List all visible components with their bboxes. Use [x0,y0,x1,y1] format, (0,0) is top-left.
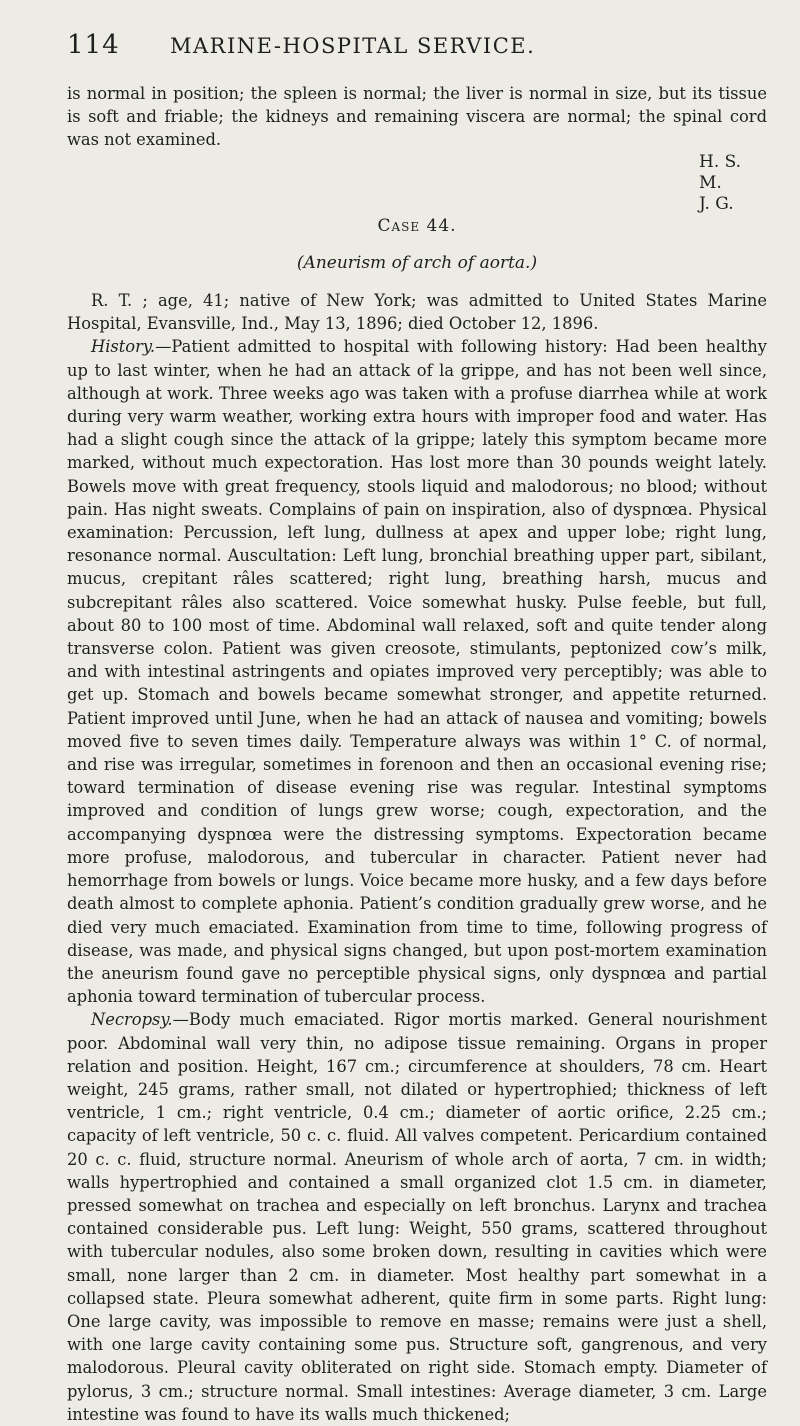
necropsy-text: —Body much emaciated. Rigor mortis marked. General nourishment poor. Abdominal wall very thin, no adipose tissue remaining. Organs in proper relation and position. Height, 167 cm.; circumference at shoulders, 78 cm. Heart weight, 245 grams, rather small, not dilated or hypertrophied; thickness of left ventricle, 1 cm.; right ventricle, 0.4 cm.; diameter of aortic orifice, 2.25 cm.; capacity of left ventricle, 50 c. c. fluid. All valves competent. Pericardium contained 20 c. c. fluid, structure normal. Aneurism of whole arch of aorta, 7 cm. in width; walls hypertrophied and contained a small organized clot 1.5 cm. in diameter, pressed somewhat on trachea and especially on left bronchus. Larynx and trachea contained considerable pus. Left lung: Weight, 550 grams, scattered throughout with tubercular nodules, also some broken down, resulting in cavities which were small, none larger than 2 cm. in diameter. Most healthy part somewhat in a collapsed state. Pleura somewhat adherent, quite firm in some parts. Right lung: One large cavity, was impossible to remove en masse; remains were just a shell, with one large cavity containing some pus. Structure soft, gangrenous, and very malodorous. Pleural cavity obliterated on right side. Stomach empty. Diameter of pylorus, 3 cm.; structure normal. Small intestines: Average diameter, 3 cm. Large intestine was found to have its walls much thickened; [67,1010,767,1424]
history-label: History. [91,337,156,357]
signature-line-2: J. G. [699,193,734,214]
history-paragraph [67,335,767,1008]
document-page [67,30,767,1426]
necropsy-paragraph [67,1008,767,1426]
signature-block [67,152,759,215]
running-title: MARINE-HOSPITAL SERVICE. [170,34,536,58]
history-text: —Patient admitted to hospital with following history: Had been healthy up to last winter, when he had an attack of la grippe, and has not been well since, although at work. Three weeks ago was taken with a profuse diarrhea while at work during very warm weather, working extra hours with improper food and water. Has had a slight cough since the attack of la grippe; lately this symptom became more marked, without much expectoration. Has lost more than 30 pounds weight lately. Bowels move with great frequency, stools liquid and malodorous; no blood; without pain. Has night sweats. Complains of pain on inspiration, also of dyspnœa. Physical examination: Percussion, left lung, dullness at apex and upper lobe; right lung, resonance normal. Auscultation: Left lung, bronchial breathing upper part, sibilant, mucus, crepitant râles scattered; right lung, breathing harsh, mucus and subcrepitant râles also scattered. Voice somewhat husky. Pulse feeble, but full, about 80 to 100 most of time. Abdominal wall relaxed, soft and quite tender along transverse colon. Patient was given creosote, stimulants, peptonized cow’s milk, and with intestinal astringents and opiates improved very perceptibly; was able to get up. Stomach and bowels became somewhat stronger, and appetite returned. Patient improved until June, when he had an attack of nausea and vomiting; bowels moved five to seven times daily. Temperature always was within 1° C. of normal, and rise was irregular, sometimes in forenoon and then an occasional evening rise; toward termination of disease evening rise was regular. Intestinal symptoms improved and condition of lungs grew worse; cough, expectoration, and the accompanying dyspnœa were the distressing symptoms. Expectoration became more profuse, malodorous, and tubercular in character. Patient never had hemorrhage from bowels or lungs. Voice became more husky, and a few days before death almost to complete aphonia. Patient’s condition gradually grew worse, and he died very much emaciated. Examination from time to time, following progress of disease, was made, and physical signs changed, but upon post-mortem examination the aneurism found gave no perceptible physical signs, only dyspnœa and partial aphonia toward termination of tubercular process. [67,337,767,1007]
necropsy-label: Necropsy. [91,1010,173,1030]
patient-line: R. T. ; age, 41; native of New York; was admitted to United States Marine Hospital, Evansville, Ind., May 13, 1896; died October 12, 1896. [67,291,767,334]
body-text [67,82,767,1426]
case-subtitle: (Aneurism of arch of aorta.) [296,252,538,273]
case-heading: Case 44. [377,215,457,236]
running-head [67,30,767,70]
intro-paragraph: is normal in position; the spleen is normal; the liver is normal in size, but its tissue is soft and friable; the kidneys and remaining viscera are normal; the spinal cord was not examined. [67,84,767,150]
page-number: 114 [67,30,120,60]
signature-line-1: H. S. M. [699,151,742,193]
